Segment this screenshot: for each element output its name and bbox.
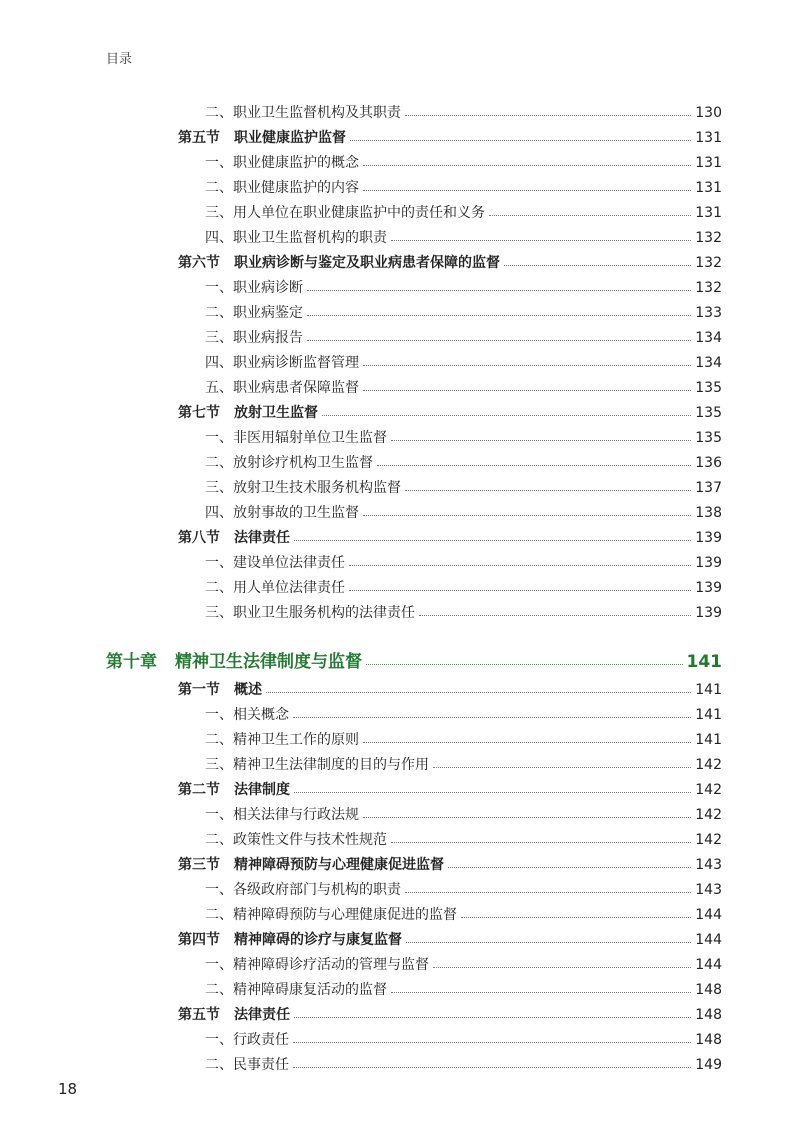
toc-entry-text: 三、职业病报告 (205, 330, 303, 346)
toc-entry-title (205, 426, 387, 451)
toc-entry-text: 概述 (234, 682, 262, 698)
toc-item-entry[interactable] (0, 101, 800, 126)
toc-entry-title (205, 803, 359, 828)
toc-entry-title (178, 853, 444, 878)
toc-entry-title (205, 1028, 289, 1053)
dot-leader (293, 717, 691, 718)
toc-entry-page: 148 (695, 1032, 722, 1048)
toc-entry-title (205, 753, 429, 778)
toc-item-entry[interactable] (0, 201, 800, 226)
dot-leader (366, 664, 683, 665)
toc-section-entry[interactable] (0, 678, 800, 703)
toc-entry-page: 139 (695, 580, 722, 596)
toc-entry-page: 133 (695, 305, 722, 321)
toc-section-entry[interactable] (0, 251, 800, 276)
toc-entry-page: 135 (695, 405, 722, 421)
dot-leader (293, 1042, 691, 1043)
dot-leader (391, 842, 691, 843)
dot-leader (363, 390, 691, 391)
toc-entry-title (205, 551, 345, 576)
toc-entry-text: 一、行政责任 (205, 1032, 289, 1048)
dot-leader (391, 440, 691, 441)
toc-entry-number: 第一节 (178, 682, 220, 698)
toc-entry-page: 144 (695, 907, 722, 923)
toc-entry-page: 139 (695, 605, 722, 621)
toc-entry-page: 132 (695, 230, 722, 246)
running-header: 目录 (106, 52, 133, 67)
dot-leader (349, 590, 691, 591)
toc-entry-page: 134 (695, 330, 722, 346)
toc-entry-title (205, 903, 457, 928)
toc-entry-text: 三、用人单位在职业健康监护中的责任和义务 (205, 205, 485, 221)
toc-entry-title (205, 878, 401, 903)
toc-entry-page: 142 (695, 782, 722, 798)
dot-leader (391, 240, 691, 241)
toc-entry-text: 二、职业卫生监督机构及其职责 (205, 105, 401, 121)
toc-entry-text: 法律制度 (234, 782, 290, 798)
toc-item-entry[interactable] (0, 501, 800, 526)
toc-entry-text: 二、精神障碍康复活动的监督 (205, 982, 387, 998)
toc-entry-page: 131 (695, 155, 722, 171)
dot-leader (350, 140, 691, 141)
dot-leader (405, 115, 691, 116)
toc-item-entry[interactable] (0, 226, 800, 251)
dot-leader (322, 415, 691, 416)
toc-entry-text: 二、民事责任 (205, 1057, 289, 1073)
toc-item-entry[interactable] (0, 351, 800, 376)
toc-entry-page: 134 (695, 355, 722, 371)
toc-entry-number: 第十章 (106, 651, 157, 672)
toc-entry-title (205, 101, 401, 126)
toc-entry-page: 139 (695, 530, 722, 546)
dot-leader (294, 540, 691, 541)
toc-entry-page: 142 (695, 757, 722, 773)
dot-leader (377, 465, 691, 466)
dot-leader (363, 190, 691, 191)
toc-entry-text: 精神障碍的诊疗与康复监督 (234, 932, 402, 948)
toc-entry-page: 132 (695, 255, 722, 271)
toc-item-entry[interactable] (0, 953, 800, 978)
toc-item-entry[interactable] (0, 828, 800, 853)
dot-leader (363, 365, 691, 366)
toc-entry-number: 第三节 (178, 857, 220, 873)
toc-section-entry[interactable] (0, 401, 800, 426)
dot-leader (405, 892, 691, 893)
dot-leader (293, 1067, 691, 1068)
toc-item-entry[interactable] (0, 728, 800, 753)
toc-entry-title (178, 1003, 290, 1028)
toc-entry-title (106, 650, 362, 675)
toc-item-entry[interactable] (0, 326, 800, 351)
toc-entry-number: 第八节 (178, 530, 220, 546)
toc-entry-text: 一、建设单位法律责任 (205, 555, 345, 571)
toc-entry-text: 二、精神障碍预防与心理健康促进的监督 (205, 907, 457, 923)
toc-entry-text: 一、各级政府部门与机构的职责 (205, 882, 401, 898)
toc-entry-number: 第五节 (178, 130, 220, 146)
toc-section-entry[interactable] (0, 928, 800, 953)
dot-leader (307, 315, 691, 316)
toc-entry-page: 141 (695, 732, 722, 748)
toc-entry-title (178, 251, 500, 276)
toc-entry-page: 141 (695, 682, 722, 698)
toc-entry-page: 135 (695, 430, 722, 446)
toc-entry-title (178, 401, 318, 426)
toc-entry-text: 二、政策性文件与技术性规范 (205, 832, 387, 848)
toc-section-entry[interactable] (0, 853, 800, 878)
dot-leader (406, 942, 691, 943)
toc-entry-title (205, 703, 289, 728)
toc-entry-title (205, 476, 401, 501)
toc-item-entry[interactable] (0, 276, 800, 301)
toc-entry-page: 142 (695, 807, 722, 823)
toc-entry-page: 144 (695, 957, 722, 973)
toc-entry-title (205, 276, 303, 301)
dot-leader (266, 692, 691, 693)
toc-item-entry[interactable] (0, 803, 800, 828)
toc-entry-page: 143 (695, 882, 722, 898)
toc-entry-page: 135 (695, 380, 722, 396)
toc-item-entry[interactable] (0, 878, 800, 903)
toc-entry-title (205, 601, 415, 626)
toc-entry-title (178, 778, 290, 803)
dot-leader (307, 340, 691, 341)
toc-entry-page: 130 (695, 105, 722, 121)
toc-item-entry[interactable] (0, 476, 800, 501)
toc-entry-text: 二、放射诊疗机构卫生监督 (205, 455, 373, 471)
toc-entry-page: 148 (695, 1007, 722, 1023)
toc-entry-page: 136 (695, 455, 722, 471)
toc-item-entry[interactable] (0, 601, 800, 626)
toc-item-entry[interactable] (0, 903, 800, 928)
toc-entry-number: 第四节 (178, 932, 220, 948)
toc-entry-text: 二、职业健康监护的内容 (205, 180, 359, 196)
toc-entry-title (178, 126, 346, 151)
toc-entry-page: 139 (695, 555, 722, 571)
toc-entry-text: 一、精神障碍诊疗活动的管理与监督 (205, 957, 429, 973)
dot-leader (294, 792, 691, 793)
dot-leader (363, 515, 691, 516)
toc-entry-text: 精神卫生法律制度与监督 (175, 651, 362, 672)
toc-item-entry[interactable] (0, 753, 800, 778)
toc-entry-text: 一、职业健康监护的概念 (205, 155, 359, 171)
toc-entry-text: 四、放射事故的卫生监督 (205, 505, 359, 521)
toc-entry-page: 141 (695, 707, 722, 723)
toc-entry-title (205, 953, 429, 978)
toc-entry-title (178, 678, 262, 703)
toc-entry-text: 一、相关法律与行政法规 (205, 807, 359, 823)
dot-leader (363, 165, 691, 166)
toc-entry-text: 一、相关概念 (205, 707, 289, 723)
toc-entry-title (205, 176, 359, 201)
page-number: 18 (58, 1080, 78, 1098)
toc-entry-title (205, 376, 359, 401)
dot-leader (307, 290, 691, 291)
dot-leader (349, 565, 691, 566)
toc-entry-title (205, 326, 303, 351)
toc-entry-text: 二、精神卫生工作的原则 (205, 732, 359, 748)
dot-leader (363, 742, 691, 743)
toc-entry-page: 138 (695, 505, 722, 521)
toc-item-entry[interactable] (0, 703, 800, 728)
toc-entry-number: 第二节 (178, 782, 220, 798)
toc-entry-title (205, 828, 387, 853)
toc-entry-title (205, 201, 485, 226)
toc-entry-text: 四、职业病诊断监督管理 (205, 355, 359, 371)
dot-leader (405, 490, 691, 491)
toc-entry-page: 131 (695, 205, 722, 221)
toc-section-entry[interactable] (0, 1003, 800, 1028)
dot-leader (504, 265, 691, 266)
toc-item-entry[interactable] (0, 978, 800, 1003)
toc-entry-page: 148 (695, 982, 722, 998)
toc-entry-title (205, 576, 345, 601)
toc-entry-text: 一、职业病诊断 (205, 280, 303, 296)
toc-entry-page: 131 (695, 180, 722, 196)
toc-entry-text: 二、用人单位法律责任 (205, 580, 345, 596)
toc-entry-text: 放射卫生监督 (234, 405, 318, 421)
toc-item-entry[interactable] (0, 451, 800, 476)
toc-entry-text: 法律责任 (234, 1007, 290, 1023)
toc-entry-page: 132 (695, 280, 722, 296)
toc-entry-title (205, 151, 359, 176)
toc-entry-text: 五、职业病患者保障监督 (205, 380, 359, 396)
toc-entry-title (178, 928, 402, 953)
toc-entry-text: 三、精神卫生法律制度的目的与作用 (205, 757, 429, 773)
dot-leader (448, 867, 691, 868)
toc-item-entry[interactable] (0, 1053, 800, 1078)
toc-item-entry[interactable] (0, 176, 800, 201)
toc-entry-text: 一、非医用辐射单位卫生监督 (205, 430, 387, 446)
toc-entry-number: 第五节 (178, 1007, 220, 1023)
toc-entry-page: 143 (695, 857, 722, 873)
toc-entry-page: 131 (695, 130, 722, 146)
toc-item-entry[interactable] (0, 1028, 800, 1053)
toc-entry-text: 法律责任 (234, 530, 290, 546)
dot-leader (489, 215, 691, 216)
toc-section-entry[interactable] (0, 126, 800, 151)
dot-leader (363, 817, 691, 818)
toc-entry-text: 精神障碍预防与心理健康促进监督 (234, 857, 444, 873)
toc-item-entry[interactable] (0, 151, 800, 176)
toc-entry-title (205, 301, 303, 326)
toc-entry-text: 三、职业卫生服务机构的法律责任 (205, 605, 415, 621)
toc-entry-title (178, 526, 290, 551)
toc-item-entry[interactable] (0, 576, 800, 601)
toc-entry-title (205, 501, 359, 526)
toc-entry-title (205, 226, 387, 251)
toc-entry-page: 137 (695, 480, 722, 496)
toc-entry-title (205, 451, 373, 476)
toc-item-entry[interactable] (0, 551, 800, 576)
dot-leader (433, 767, 691, 768)
toc-entry-number: 第七节 (178, 405, 220, 421)
dot-leader (419, 615, 691, 616)
toc-item-entry[interactable] (0, 426, 800, 451)
toc-entry-title (205, 351, 359, 376)
toc-entry-page: 144 (695, 932, 722, 948)
toc-entry-text: 二、职业病鉴定 (205, 305, 303, 321)
dot-leader (461, 917, 691, 918)
toc-entry-title (205, 728, 359, 753)
toc-item-entry[interactable] (0, 301, 800, 326)
toc-entry-text: 职业病诊断与鉴定及职业病患者保障的监督 (234, 255, 500, 271)
toc-entry-page: 141 (686, 651, 722, 672)
toc-entry-title (205, 978, 387, 1003)
toc-entry-page: 142 (695, 832, 722, 848)
dot-leader (391, 992, 691, 993)
toc-entry-number: 第六节 (178, 255, 220, 271)
toc-entry-page: 149 (695, 1057, 722, 1073)
dot-leader (294, 1017, 691, 1018)
toc-item-entry[interactable] (0, 376, 800, 401)
toc-entry-title (205, 1053, 289, 1078)
dot-leader (433, 967, 691, 968)
toc-chapter-entry[interactable] (0, 648, 800, 676)
toc-section-entry[interactable] (0, 778, 800, 803)
toc-section-entry[interactable] (0, 526, 800, 551)
toc-entry-text: 职业健康监护监督 (234, 130, 346, 146)
toc-entry-text: 三、放射卫生技术服务机构监督 (205, 480, 401, 496)
toc-entry-text: 四、职业卫生监督机构的职责 (205, 230, 387, 246)
